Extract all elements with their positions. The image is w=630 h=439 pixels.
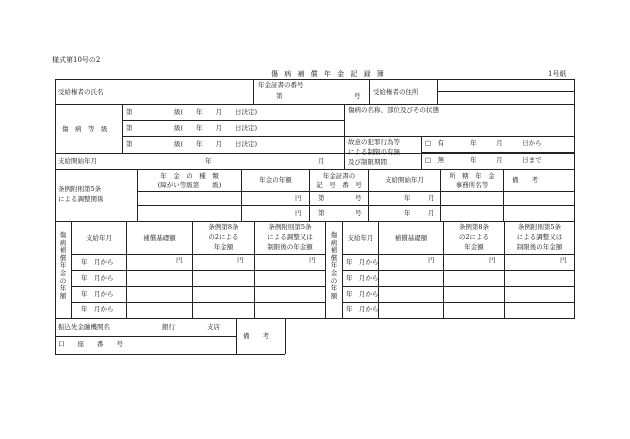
right-art5-1: 条例附則第5条 — [517, 223, 562, 231]
right-start-header: 支給年月 — [347, 234, 374, 242]
grade-dai-3: 第 — [126, 140, 133, 148]
right-row-3: 年 月から — [346, 290, 379, 298]
adjust-year-1: 年 — [404, 194, 411, 202]
annual-amount-vertical-right: 傷病補償年金の年額 — [330, 231, 338, 300]
injury-name-label: 傷病の名称、部位及びその状態 — [348, 106, 439, 114]
pension-cert-dai: 第 — [276, 92, 283, 100]
left-yen-art5: 円 — [309, 256, 316, 264]
pension-amount-label: 年金の年額 — [259, 176, 292, 184]
left-row-3: 年 月から — [81, 290, 114, 298]
recipient-address-label: 受給権者の住所 — [373, 88, 419, 96]
adjust-dai-2: 第 — [318, 209, 325, 217]
bank-label: 振込先金融機関名 — [58, 323, 110, 331]
grade-kyu-1: 級( 年 月 日決定) — [174, 108, 258, 116]
left-row-1: 年 月から — [81, 258, 114, 266]
adjust-label-1: 条例附則第5条 — [58, 185, 102, 193]
payment-start-month: 月 — [318, 157, 325, 165]
recipient-name-label: 受給権者の氏名 — [58, 88, 104, 96]
right-row-4: 年 月から — [346, 305, 379, 313]
left-yen-art8: 円 — [237, 256, 244, 264]
left-art8-1: 条例第8条 — [208, 223, 239, 231]
left-row-2: 年 月から — [81, 274, 114, 282]
right-art5-3: 制限後の年金額 — [516, 243, 563, 251]
adjust-month-2: 月 — [428, 209, 435, 217]
left-yen-base: 円 — [176, 256, 183, 264]
adjust-yen-2: 円 — [295, 209, 302, 217]
left-row-4: 年 月から — [81, 305, 114, 313]
left-art8-3: 年金額 — [213, 243, 234, 251]
injury-grade-label: 傷 病 等 級 — [62, 125, 108, 133]
pension-cert-number-label: 年金証書の番号 — [258, 81, 304, 89]
crime-yes: □ 有 年 月 日から — [425, 139, 542, 147]
right-base-header: 補償基礎額 — [394, 234, 428, 242]
crime-label-2: による制限の有無 — [348, 148, 400, 156]
annual-amount-vertical-left: 傷病補償年金の年額 — [59, 231, 67, 300]
left-art5-2: による調整又は — [267, 233, 313, 241]
right-row-2: 年 月から — [346, 274, 379, 282]
office-label-2: 事務所名等 — [455, 181, 489, 189]
adjust-start-label: 支給開始年月 — [385, 176, 424, 184]
right-art5-2: による調整又は — [516, 233, 563, 241]
adjust-yen-1: 円 — [295, 194, 302, 202]
cert-number-label-2: 記 号 番 号 — [316, 181, 362, 189]
branch-text: 支店 — [207, 323, 220, 331]
right-yen-art8: 円 — [489, 256, 496, 264]
right-art8-1: 条例第8条 — [458, 223, 490, 231]
right-art8-3: 年金額 — [464, 243, 484, 251]
remarks-label: 備 考 — [512, 176, 538, 184]
grade-dai-1: 第 — [126, 108, 133, 116]
sheet-number: 1号紙 — [548, 70, 567, 78]
grade-dai-2: 第 — [126, 124, 133, 132]
left-art8-2: の2による — [208, 233, 239, 241]
adjust-go-2: 号 — [355, 209, 362, 217]
right-art8-2: の2による — [458, 233, 490, 241]
office-label-1: 所 轄 年 金 — [449, 172, 495, 180]
right-yen-base: 円 — [428, 256, 435, 264]
adjust-month-1: 月 — [428, 194, 435, 202]
account-label: 口 座 番 号 — [58, 340, 123, 348]
left-base-header: 補償基礎額 — [143, 234, 176, 242]
grade-kyu-3: 級( 年 月 日決定) — [174, 140, 258, 148]
page-title: 傷 病 補 償 年 金 記 録 簿 — [271, 70, 386, 78]
right-yen-art5: 円 — [560, 256, 567, 264]
adjust-go-1: 号 — [355, 194, 362, 202]
adjust-dai-1: 第 — [318, 194, 325, 202]
payment-start-label: 支給開始年月 — [58, 157, 97, 165]
left-start-header: 支給年月 — [86, 234, 112, 242]
pension-cert-go: 号 — [354, 92, 361, 100]
bank-text: 銀行 — [162, 323, 175, 331]
right-row-1: 年 月から — [346, 258, 379, 266]
payment-start-year: 年 — [205, 157, 212, 165]
pension-type-sub: (障がい等級第 級) — [157, 181, 222, 189]
left-art5-3: 制限後の年金額 — [267, 243, 313, 251]
grade-kyu-2: 級( 年 月 日決定) — [174, 124, 258, 132]
adjust-label-2: による調整関係 — [58, 195, 104, 203]
left-art5-1: 条例附則第5条 — [268, 223, 312, 231]
cert-number-label-1: 年金証書の — [322, 172, 356, 180]
form-number: 様式第10号の2 — [52, 56, 101, 64]
crime-label-3: 及び制限期間 — [348, 158, 387, 166]
bottom-remarks-label: 備 考 — [243, 332, 269, 340]
crime-no: □ 無 年 月 日まで — [425, 156, 542, 164]
crime-label-1: 故意の犯罪行為等 — [348, 138, 400, 146]
adjust-year-2: 年 — [404, 209, 411, 217]
pension-type-label: 年 金 の 種 類 — [160, 172, 219, 180]
